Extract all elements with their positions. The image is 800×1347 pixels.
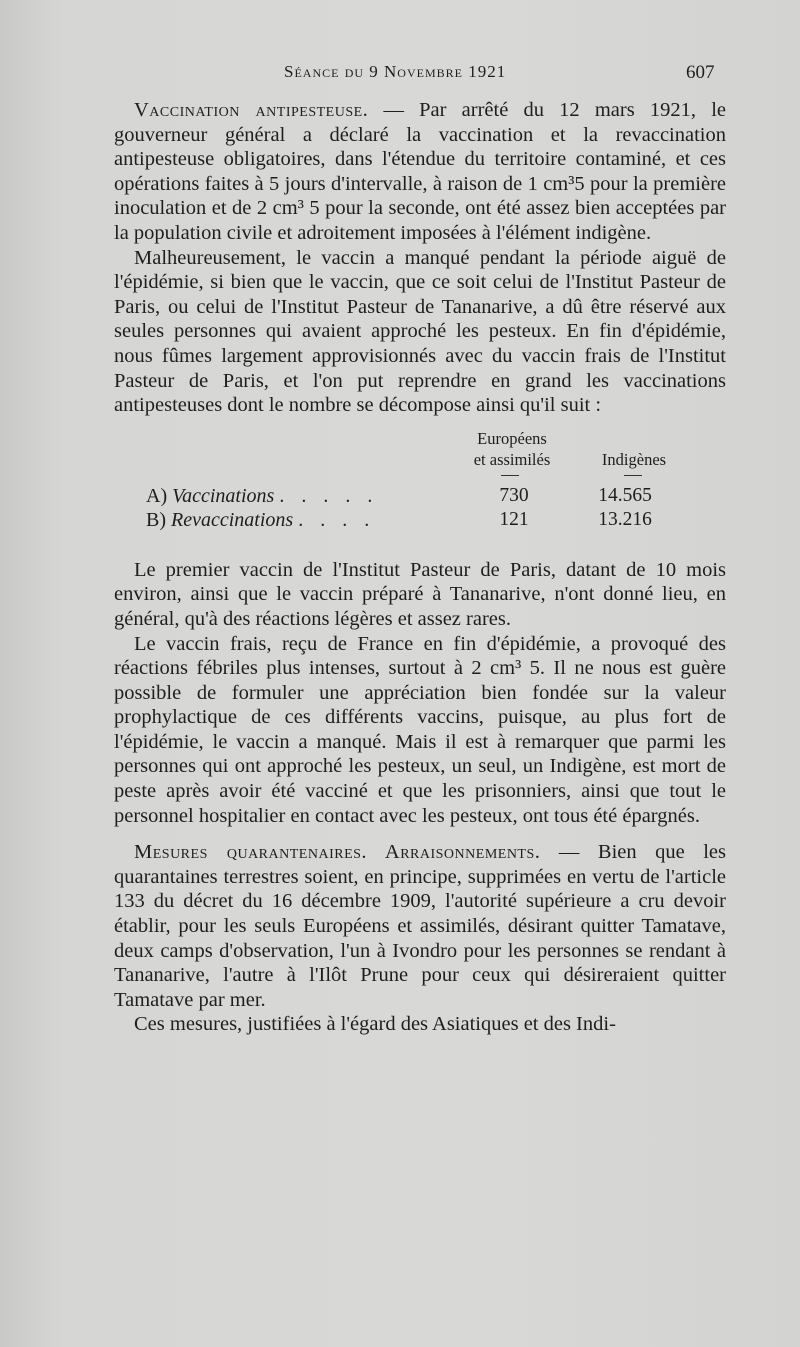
page-number: 607 (686, 62, 715, 83)
section-heading-mesures: Mesures quarantenaires. Arraisonnements. (134, 841, 541, 864)
running-title: Séance du 9 Novembre 1921 (284, 62, 507, 81)
cell-vaccinations-indigenes: 14.565 (598, 484, 652, 506)
row-leader-dots: . . . . . (279, 484, 379, 507)
paragraph-vaccination-text: — Par arrêté du 12 mars 1921, le gouverneur général a déclaré la vaccination et la revaccination antipesteuse obligatoires, dans l'étendue du territoire contaminé, et ces opérations faites à 5 jours d'intervalle, à raison de 1 cm³5 pour la première inoculation et de 2 cm³ 5 pour la seconde, ont été assez bien acceptées par la population civile et adroitement imposées à l'élément indigène. (114, 99, 726, 244)
paragraph-malheureusement: Malheureusement, le vaccin a manqué pendant la période aiguë de l'épidémie, si bien que le vaccin, que ce soit celui de l'Institut Pasteur de Paris, ou celui de l'Institut Pasteur de Tananarive, a dû être réservé aux seules personnes qui avaient approché les pesteux. En fin d'épidémie, nous fûmes largement approvisionnés avec du vaccin frais de l'Institut Pasteur de Paris, et l'on put reprendre en grand les vaccinations antipesteuses dont le nombre se décompose ainsi qu'il suit : (114, 246, 726, 417)
page-header (0, 62, 800, 90)
table-row-vaccinations (146, 484, 378, 509)
row-label-vaccinations: Vaccinations (172, 484, 275, 507)
paragraph-premier-vaccin: Le premier vaccin de l'Institut Pasteur de Paris, datant de 10 mois environ, ainsi que le vaccin préparé à Tananarive, n'ont donné lieu, en général, qu'à des réactions légères et assez rares. (114, 558, 726, 630)
column-header-europeens-line1: Européens (477, 428, 547, 448)
paragraph-mesures-text: — Bien que les quarantaines terrestres soient, en principe, supprimées en vertu de l'article 133 du décret du 16 décembre 1909, l'autorité supérieure a cru devoir établir, pour les seuls Européens et assimilés, désirant quitter Tamatave, deux camps d'observation, l'un à Ivondro pour les personnes se rendant à Tananarive, l'autre à l'Ilôt Prune pour ceux qui désireraient quitter Tamatave par mer. (114, 841, 726, 1011)
paragraph-ces-mesures: Ces mesures, justifiées à l'égard des Asiatiques et des Indi- (134, 1013, 616, 1036)
section-heading-vaccination: Vaccination antipesteuse. (134, 99, 369, 121)
column-header-europeens-line2: et assimilés (473, 449, 551, 469)
body-text (114, 98, 726, 1037)
column-header-europeens (452, 428, 572, 470)
vaccination-table (114, 426, 726, 558)
row-leader-dots: . . . . (298, 508, 376, 531)
row-letter: A) (146, 484, 168, 507)
column-header-indigenes: Indigènes (601, 449, 667, 469)
table-row-revaccinations (146, 508, 375, 533)
cell-revaccinations-indigenes: 13.216 (598, 508, 652, 530)
cell-revaccinations-europeens: 121 (499, 508, 529, 530)
paragraph-vaccin-frais: Le vaccin frais, reçu de France en fin d'épidémie, a provoqué des réactions fébriles plus intenses, surtout à 2 cm³ 5. Il ne nous est guère possible de formuler une appréciation bien fondée sur la valeur prophylactique de ces différents vaccins, puisque, au plus fort de l'épidémie, le vaccin a manqué. Mais il est à remarquer que parmi les personnes qui ont approché les pesteux, un seul, un Indigène, est mort de peste après avoir été vacciné et que les prisonniers, ainsi que tout le personnel hospitalier en contact avec les pesteux, ont tous été épargnés. (114, 632, 726, 827)
row-label-revaccinations: Revaccinations (171, 508, 294, 531)
paragraph-vaccination (114, 98, 726, 246)
column-rule-europeens (501, 475, 519, 476)
column-rule-indigenes (624, 475, 642, 476)
cell-vaccinations-europeens: 730 (499, 484, 529, 506)
paragraph-mesures-quarantenaires (114, 840, 726, 1012)
row-letter: B) (146, 508, 166, 531)
